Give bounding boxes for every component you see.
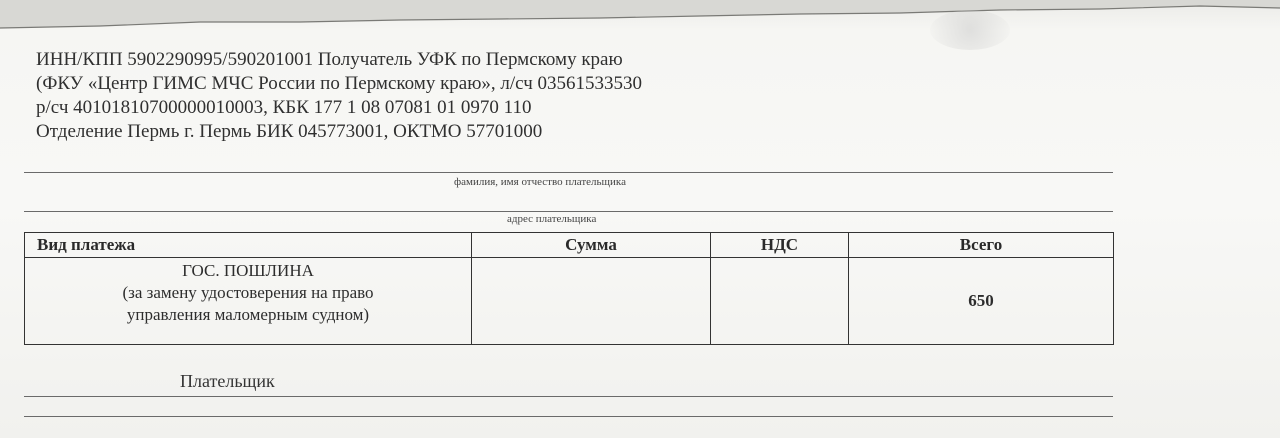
payer-label: Плательщик	[180, 371, 275, 391]
payer-name-line	[24, 172, 1113, 173]
cell-payment-type	[25, 258, 472, 345]
payer-address-caption: адрес плательщика	[507, 213, 597, 225]
cell-sum	[472, 258, 711, 345]
payer-address-line	[24, 211, 1113, 212]
payee-line-2: (ФКУ «Центр ГИМС МЧС России по Пермскому краю», л/сч 03561533530	[36, 73, 643, 94]
payment-type-line-1: ГОС. ПОШЛИНА	[182, 261, 314, 280]
header-vat: НДС	[711, 233, 849, 258]
table-header-row	[25, 233, 1114, 258]
payee-line-3: р/сч 40101810700000010003, КБК 177 1 08 07081 01 0970 110	[36, 97, 532, 118]
payment-type-line-3: управления маломерным судном)	[126, 305, 370, 324]
cell-vat	[711, 258, 849, 345]
header-sum: Сумма	[472, 233, 711, 258]
payment-table	[24, 232, 1114, 345]
payee-line-1: ИНН/КПП 5902290995/590201001 Получатель УФК по Пермскому краю	[36, 49, 623, 70]
payer-name-caption: фамилия, имя отчество плательщика	[454, 176, 626, 188]
cell-total: 650	[849, 258, 1114, 345]
payee-line-4: Отделение Пермь г. Пермь БИК 045773001, ОКТМО 57701000	[36, 121, 543, 142]
torn-paper-edge	[0, 0, 1280, 30]
paper-smudge	[930, 10, 1010, 50]
payer-signature-line	[24, 396, 1113, 397]
table-row	[25, 258, 1114, 345]
payment-type-line-2: (за замену удостоверения на право	[122, 283, 374, 302]
header-total: Всего	[849, 233, 1114, 258]
header-payment-type: Вид платежа	[25, 233, 472, 258]
bottom-line	[24, 416, 1113, 417]
payee-details	[36, 48, 642, 144]
